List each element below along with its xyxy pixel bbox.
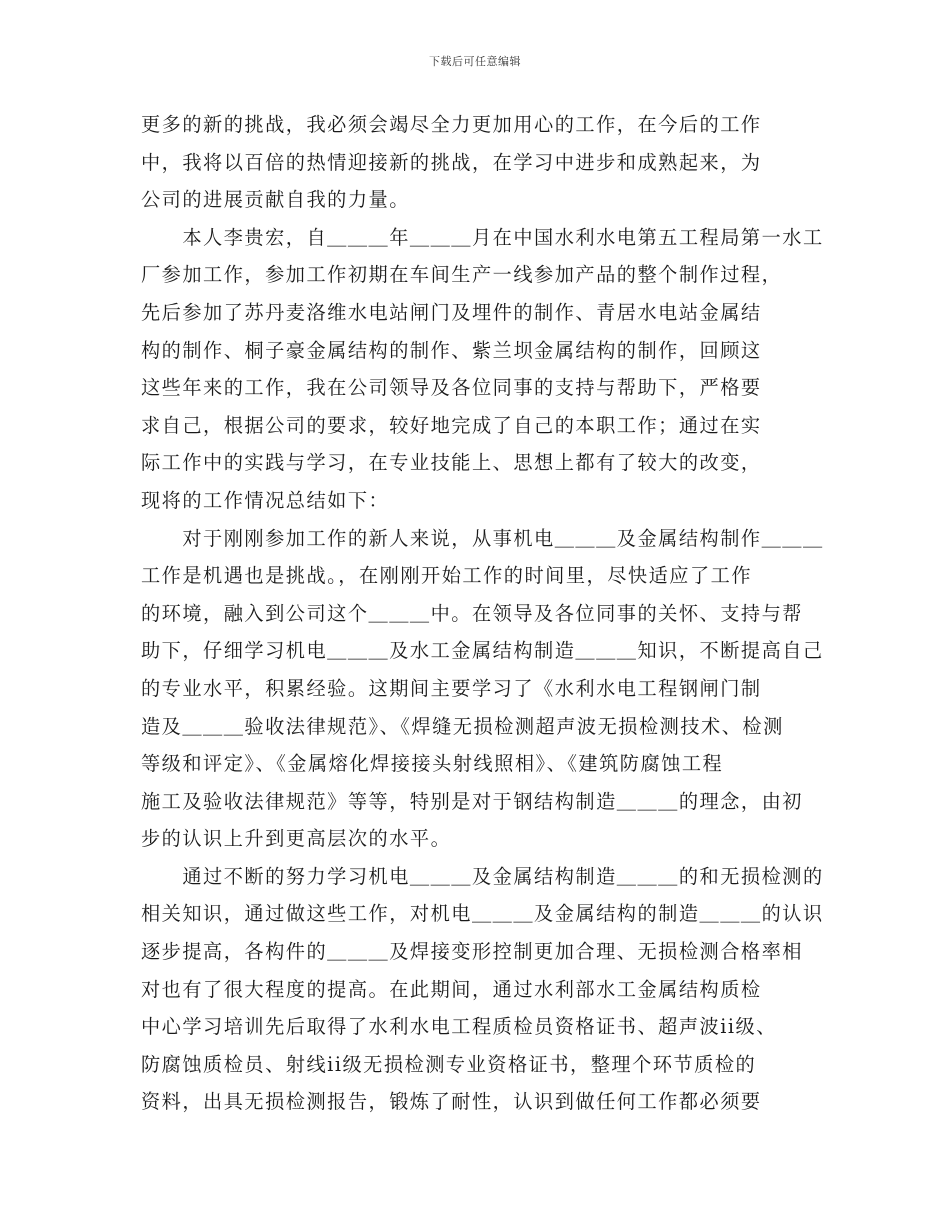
text-line: 资料，出具无损检测报告，锻炼了耐性，认识到做任何工作都必须要 xyxy=(141,1090,762,1114)
text-line: 更多的新的挑战，我必须会竭尽全力更加用心的工作，在今后的工作 xyxy=(141,113,762,136)
text-line: 构的制作、桐子豪金属结构的制作、紫兰坝金属结构的制作，回顾这 xyxy=(141,338,762,362)
text-line: 对也有了很大程度的提高。在此期间，通过水利部水工金属结构质检 xyxy=(141,977,762,1001)
text-line: 公司的进展贡献自我的力量。 xyxy=(141,188,410,212)
text-line: 厂参加工作，参加工作初期在车间生产一线参加产品的整个制作过程， xyxy=(141,263,783,287)
text-line: 中，我将以百倍的热情迎接新的挑战，在学习中进步和成熟起来，为 xyxy=(141,150,762,174)
document-body xyxy=(141,106,824,1121)
page-header: 下载后可任意编辑 xyxy=(429,55,521,68)
text-line: 求自己，根据公司的要求，较好地完成了自己的本职工作；通过在实 xyxy=(141,413,762,437)
text-line: 现将的工作情况总结如下： xyxy=(141,488,390,512)
text-line: 助下，仔细学习机电＿＿＿及水工金属结构制造＿＿＿知识，不断提高自己 xyxy=(141,639,824,663)
text-line: 工作是机遇也是挑战。，在刚刚开始工作的时间里，尽快适应了工作 xyxy=(141,564,753,588)
text-line: 的环境，融入到公司这个＿＿＿中。在领导及各位同事的关怀、支持与帮 xyxy=(141,601,803,625)
text-line: 对于刚刚参加工作的新人来说，从事机电＿＿＿及金属结构制作＿＿＿ xyxy=(141,526,824,550)
text-line: 逐步提高，各构件的＿＿＿及焊接变形控制更加合理、无损检测合格率相 xyxy=(141,940,803,964)
text-line: 相关知识，通过做这些工作，对机电＿＿＿及金属结构的制造＿＿＿的认识 xyxy=(141,902,824,926)
text-line: 的专业水平，积累经验。这期间主要学习了《水利水电工程钢闸门制 xyxy=(141,676,762,700)
text-line: 步的认识上升到更高层次的水平。 xyxy=(141,827,452,851)
text-line: 通过不断的努力学习机电＿＿＿及金属结构制造＿＿＿的和无损检测的 xyxy=(141,864,824,888)
text-line: 施工及验收法律规范》等等，特别是对于钢结构制造＿＿＿的理念，由初 xyxy=(141,789,803,813)
text-line: 这些年来的工作，我在公司领导及各位同事的支持与帮助下，严格要 xyxy=(141,376,762,400)
text-line: 际工作中的实践与学习，在专业技能上、思想上都有了较大的改变， xyxy=(141,451,762,475)
text-line: 中心学习培训先后取得了水利水电工程质检员资格证书、超声波ii级、 xyxy=(141,1015,777,1039)
text-line: 本人李贵宏，自＿＿＿年＿＿＿月在中国水利水电第五工程局第一水工 xyxy=(141,225,824,249)
text-line: 等级和评定》、《金属熔化焊接接头射线照相》、《建筑防腐蚀工程 xyxy=(141,752,724,776)
text-line: 造及＿＿＿验收法律规范》、《焊缝无损检测超声波无损检测技术、检测 xyxy=(141,714,784,738)
text-line: 防腐蚀质检员、射线ii级无损检测专业资格证书，整理个环节质检的 xyxy=(141,1052,757,1076)
text-line: 先后参加了苏丹麦洛维水电站闸门及埋件的制作、青居水电站金属结 xyxy=(141,300,762,324)
